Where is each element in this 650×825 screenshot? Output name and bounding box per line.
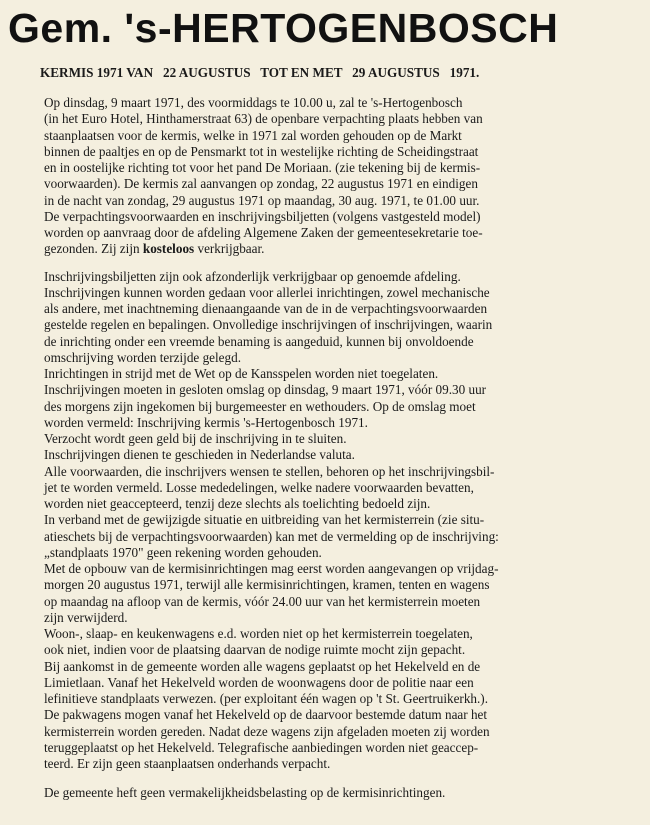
text-line: (in het Euro Hotel, Hinthamerstraat 63) de openbare verpachting plaats hebben van [44,111,483,127]
text-line: als andere, met inachtneming dienaangaande van de in de verpachtingsvoorwaarden [44,301,488,316]
text-fragment: verkrijgbaar. [194,241,265,257]
paragraph-conditions [44,269,606,773]
text-line: lefinitieve standplaats verwezen. (per exploitant één wagen op 't St. Geertruikerkh.). [44,691,488,706]
text-line: binnen de paaltjes en op de Pensmarkt tot in westelijke richting de Scheidingstraat [44,143,479,159]
text-line: Limietlaan. Vanaf het Hekelveld worden de woonwagens door de politie naar een [44,674,474,690]
text-line: voorwaarden). De kermis zal aanvangen op zondag, 22 augustus 1971 en eindigen [44,176,478,192]
text-line: morgen 20 augustus 1971, terwijl alle kermisinrichtingen, kramen, tenten en wagens [44,577,490,593]
text-line: zijn verwijderd. [44,609,128,625]
text-line: De pakwagens mogen vanaf het Hekelveld op de daarvoor bestemde datum naar het [44,707,488,723]
text-line: teruggeplaatst op het Hekelveld. Telegrafische aanbiedingen worden niet geaccep- [44,739,479,755]
text-line: Verzocht wordt geen geld bij de inschrijving in te sluiten. [44,431,347,446]
text-line: worden vermeld: Inschrijving kermis 's-Hertogenbosch 1971. [44,414,368,430]
text-line: Inschrijvingen kunnen worden gedaan voor allerlei inrichtingen, zowel mechanische [44,284,490,300]
text-line: Op dinsdag, 9 maart 1971, des voormiddags te 10.00 u, zal te 's-Hertogenbosch [44,95,463,110]
text-line: Inschrijvingen moeten in gesloten omslag op dinsdag, 9 maart 1971, vóór 09.30 uur [44,382,487,398]
text-line: Met de opbouw van de kermisinrichtingen mag eerst worden aangevangen op vrijdag- [44,561,499,576]
page-title: Gem. 's-HERTOGENBOSCH [8,5,559,51]
event-dates-subtitle: KERMIS 1971 VAN 22 AUGUSTUS TOT EN MET 29 AUGUSTUS 1971. [40,65,480,80]
text-line: Inrichtingen in strijd met de Wet op de Kansspelen worden niet toegelaten. [44,366,439,381]
text-line: op maandag na afloop van de kermis, vóór 24.00 uur van het kermisterrein moeten [44,593,481,609]
text-line: des morgens zijn ingekomen bij burgemeester en wethouders. Op de omslag moet [44,398,476,414]
paragraph-gap [44,258,606,269]
text-line: Alle voorwaarden, die inschrijvers wensen te stellen, behoren op het inschrijvingsbil- [44,463,495,479]
text-line: omschrijving worden terzijde gelegd. [44,349,242,365]
text-line: gestelde regelen en bepalingen. Onvolledige inschrijvingen of inschrijvingen, waarin [44,317,493,333]
text-line: en in oostelijke richting tot voor het pand De Moriaan. (zie tekening bij de kermis- [44,160,481,175]
notice-body [44,95,606,802]
text-line: worden niet geaccepteerd, tenzij deze slechts als toelichting bedoeld zijn. [44,496,431,511]
closing-statement: De gemeente heft geen vermakelijkheidsbelasting op de kermisinrichtingen. [44,785,446,801]
text-line: Bij aankomst in de gemeente worden alle wagens geplaatst op het Hekelveld en de [44,658,481,674]
text-line: Woon-, slaap- en keukenwagens e.d. worden niet op het kermisterrein toegelaten, [44,626,473,641]
text-line: De verpachtingsvoorwaarden en inschrijvingsbiljetten (volgens vastgesteld model) [44,208,481,224]
paragraph-gap [44,772,606,785]
text-line: staanplaatsen voor de kermis, welke in 1971 zal worden gehouden op de Markt [44,127,462,143]
text-line: Inschrijvingsbiljetten zijn ook afzonderlijk verkrijgbaar op genoemde afdeling. [44,268,461,284]
text-line: in de nacht van zondag, 29 augustus 1971 op maandag, 30 aug. 1971, te 01.00 uur. [44,192,480,208]
text-line: jet te worden vermeld. Losse mededelingen, welke nadere voorwaarden bevatten, [44,479,474,495]
text-fragment: gezonden. Zij zijn [44,241,143,257]
text-line: kermisterrein worden gereden. Nadat deze wagens zijn afgeladen moeten zij worden [44,723,490,739]
text-line [44,241,606,257]
text-line: In verband met de gewijzigde situatie en uitbreiding van het kermisterrein (zie situ- [44,512,485,528]
text-line: worden op aanvraag door de afdeling Algemene Zaken der gemeentesekretarie toe- [44,225,483,240]
text-line: Inschrijvingen dienen te geschieden in Nederlandse valuta. [44,447,355,463]
paragraph-auction [44,95,606,258]
text-line: atieschets bij de verpachtingsvoorwaarden) kan met de vermelding op de inschrijving: [44,528,499,544]
text-line: de inrichting onder een vreemde benaming is aangeduid, kunnen bij onvoldoende [44,333,474,349]
free-of-charge-emphasis: kosteloos [142,241,195,257]
text-line: „standplaats 1970" geen rekening worden gehouden. [44,544,322,560]
text-line: teerd. Er zijn geen staanplaatsen onderhands verpacht. [44,756,331,771]
text-line: ook niet, indien voor de plaatsing daarvan de nodige ruimte mocht zijn gepacht. [44,642,466,658]
